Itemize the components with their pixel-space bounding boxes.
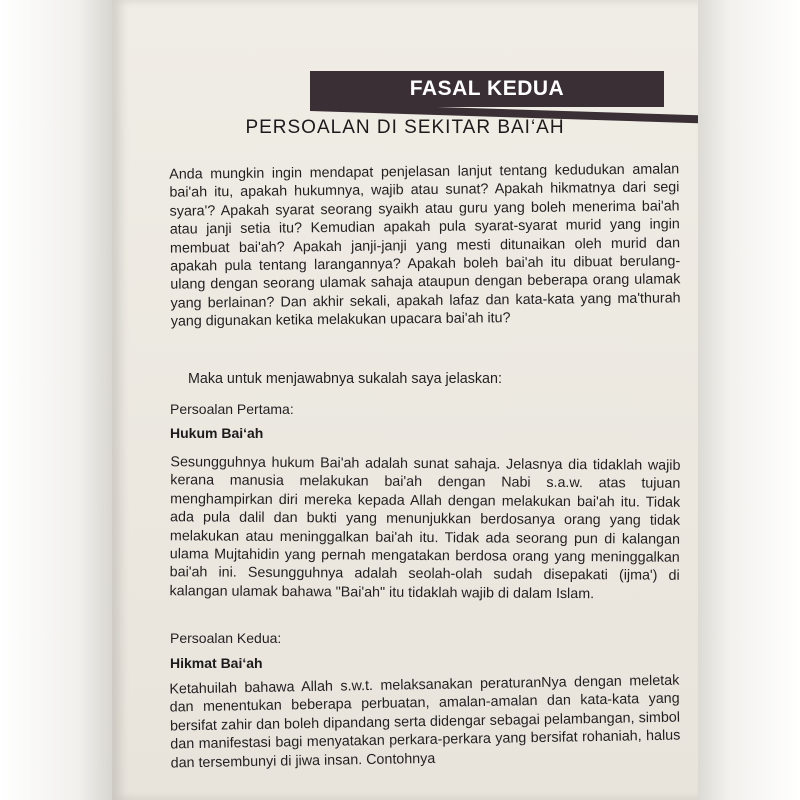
question-1-heading: Hukum Bai‘ah xyxy=(170,425,264,441)
right-background xyxy=(698,0,800,800)
question-2-label: Persoalan Kedua: xyxy=(170,630,282,646)
section-title: PERSOALAN DI SEKITAR BAI‘AH xyxy=(245,117,565,138)
question-2-heading: Hikmat Bai‘ah xyxy=(170,655,263,671)
question-2-text: Ketahuilah bahawa Allah s.w.t. melaksanakan peraturanNya dengan meletak dan menentukan beberapa perbuatan, amalan-amalan dan kata-kata yang bersifat zahir dan boleh dipandang serta didengar sebagai pelambangan, simbol dan manifestasi bagi menyatakan perkara-perkara yang bersifat rohaniah, halus dan tersembunyi di jiwa insan. Contohnya xyxy=(169,672,681,772)
answer-intro: Maka untuk menjawabnya sukalah saya jelaskan: xyxy=(188,371,502,387)
intro-paragraph: Anda mungkin ingin mendapat penjelasan lanjut tentang kedudukan amalan bai'ah itu, apakah hukumnya, wajib atau sunat? Apakah hikmatnya dari segi syara'? Apakah syarat seorang syaikh atau guru yang boleh menerima bai'ah atau janji setia itu? Kemudian apakah pula syarat-syarat murid yang ingin membuat bai'ah? Apakah janji-janji yang mesti ditunaikan oleh murid dan apakah pula tentang larangannya? Apakah boleh bai'ah itu dibuat berulang-ulang dengan seorang ulamak sahaja ataupun dengan beberapa orang ulamak yang berlainan? Dan akhir sekali, apakah lafaz dan kata-kata yang ma'thurah yang digunakan ketika melakukan upacara bai'ah itu? xyxy=(169,161,681,330)
book-page xyxy=(112,0,698,800)
question-1-text: Sesungguhnya hukum Bai'ah adalah sunat sahaja. Jelasnya dia tidaklah wajib kerana manusia melakukan bai'ah dengan Nabi s.a.w. atas tujuan menghampirkan diri mereka kepada Allah dengan melakukan bai'ah itu. Tidak ada pula dalil dan bukti yang menunjukkan berdosanya orang yang tidak melakukan atau meninggalkan bai'ah itu. Tidak ada seorang pun di kalangan ulama Mujtahidin yang pernah mengatakan berdosa orang yang meninggalkan bai'ah ini. Sesungguhnya adalah seolah-olah sudah disepakati (ijma') di kalangan ulamak bahawa "Bai'ah" itu tidaklah wajib di dalam Islam. xyxy=(169,454,681,603)
chapter-title: FASAL KEDUA xyxy=(409,77,565,100)
question-1-label: Persoalan Pertama: xyxy=(170,401,294,417)
left-background xyxy=(0,0,112,800)
